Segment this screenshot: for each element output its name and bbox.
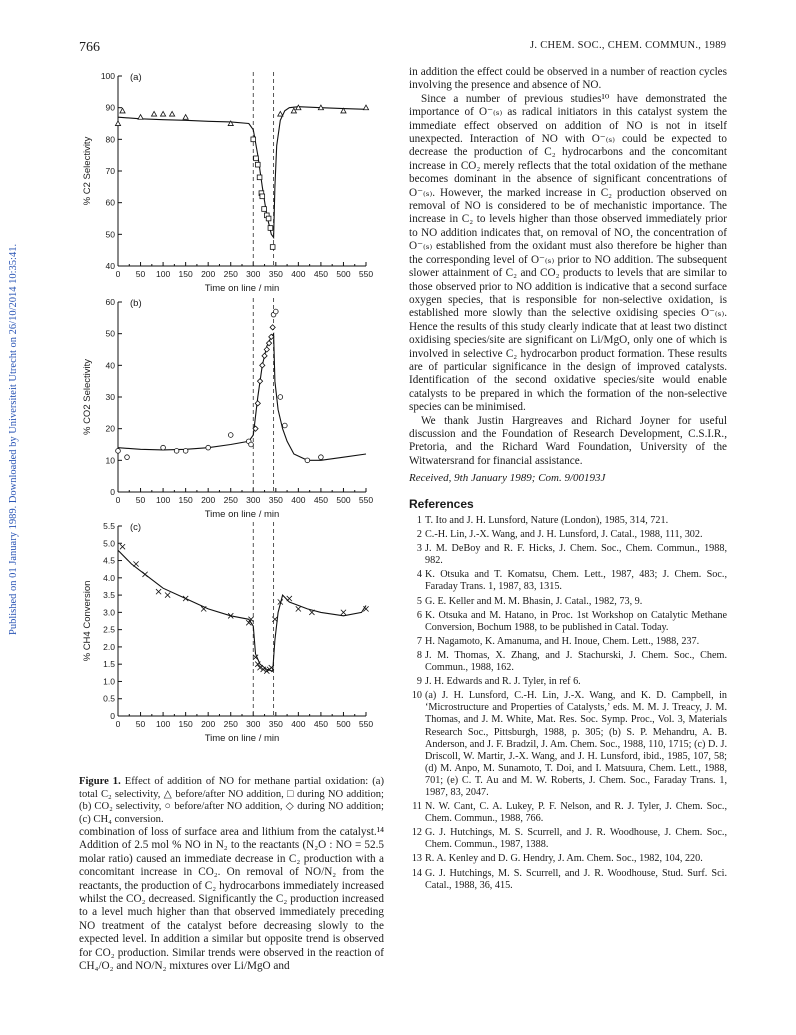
triangle-marker xyxy=(120,108,125,113)
cross-marker xyxy=(287,596,292,601)
x-tick-label: 150 xyxy=(178,719,193,729)
fit-curve xyxy=(118,334,366,461)
triangle-marker xyxy=(291,108,296,113)
x-tick-label: 400 xyxy=(291,495,306,505)
y-tick-label: 3.0 xyxy=(103,607,115,618)
reference-text: G. J. Hutchings, M. S. Scurrell, and J. R. Woodhouse, J. Chem. Soc., Chem. Commun., 1987, 1388. xyxy=(425,827,727,851)
reference-item xyxy=(409,515,727,527)
circle-marker xyxy=(228,433,233,438)
square-marker xyxy=(251,137,256,142)
triangle-marker xyxy=(170,111,175,116)
x-tick-label: 200 xyxy=(201,495,216,505)
body-paragraph: Since a number of previous studies¹⁰ have demonstrated the importance of O⁻₍ₛ₎ as radical initiators in this catalyst system the immediate effect observed on addition of NO is not in itself unexpected. Interaction of NO with O⁻₍ₛ₎ could be expected to decrease the production of C₂ hydrocarbons and the concomitant increase in CO₂ merely reflects that the total oxidation of the methane becomes dominant in the absence of significant concentrations of O⁻₍ₛ₎. However, the marked increase in C₂ production observed on removal of NO is considered to be of mechanistic importance. The increase in C₂ to levels higher than those observed immediately prior to NO addition indicates that, on removal of NO, the concentration of O⁻₍ₛ₎ established from the oxidant must also therefore be higher than the corresponding level of O⁻₍ₛ₎ prior to NO addition. The subsequent slower attainment of C₂ and CO₂ products to levels that are similar to those observed prior to NO addition is indicative that a second surface oxygen species, that is responsible for non-selective oxidation, is established more slowly than the selective oxidising species O⁻₍ₛ₎. Hence the results of this study clearly indicate that at least two distinct oxidising species/site are significant on Li/MgO, only one of which is involved in selective C₂ hydrocarbon product formation. These results are of particular significance in the design of improved catalysts. Identification of the second oxidative species/site would enable catalysts to be prepared in which the formation of the non-selective species can be minimised. xyxy=(409,92,727,414)
x-tick-label: 0 xyxy=(115,495,121,505)
diamond-marker xyxy=(264,347,269,352)
reference-number: 6 xyxy=(416,609,422,621)
reference-item xyxy=(409,827,727,851)
diamond-marker xyxy=(255,401,260,406)
references-list xyxy=(409,515,727,892)
reference-number: 3 xyxy=(416,543,422,555)
reference-item xyxy=(409,529,727,541)
reference-text: H. Nagamoto, K. Amanuma, and H. Inoue, Chem. Lett., 1988, 237. xyxy=(425,635,700,647)
square-marker xyxy=(270,245,275,250)
x-tick-label: 0 xyxy=(115,719,121,729)
y-tick-label: 4.0 xyxy=(103,572,115,583)
x-tick-label: 300 xyxy=(246,269,261,279)
x-tick-label: 350 xyxy=(268,495,283,505)
reference-text: J. M. DeBoy and R. F. Hicks, J. Chem. Soc., Chem. Commun., 1988, 982. xyxy=(425,543,727,567)
circle-marker xyxy=(305,458,310,463)
y-tick-label: 50 xyxy=(105,328,115,339)
cross-marker xyxy=(165,592,170,597)
y-tick-label: 40 xyxy=(105,261,115,271)
references-heading: References xyxy=(409,496,474,511)
fit-curve xyxy=(118,107,366,238)
circle-marker xyxy=(282,423,287,428)
y-tick-label: 60 xyxy=(105,297,115,307)
x-tick-label: 50 xyxy=(135,719,146,729)
x-tick-label: 300 xyxy=(246,495,261,505)
y-tick-label: 80 xyxy=(105,134,115,145)
y-tick-label: 10 xyxy=(105,455,115,466)
x-tick-label: 500 xyxy=(336,719,351,729)
x-tick-label: 150 xyxy=(178,269,193,279)
fit-curve xyxy=(118,550,366,671)
y-tick-label: 30 xyxy=(105,392,115,402)
reference-text: T. Ito and J. H. Lunsford, Nature (London), 1985, 314, 721. xyxy=(425,515,669,526)
x-tick-label: 300 xyxy=(246,719,261,729)
reference-item xyxy=(409,676,727,688)
figure-panel-c xyxy=(78,516,388,760)
reference-number: 14 xyxy=(411,867,422,879)
x-tick-label: 50 xyxy=(135,269,146,279)
x-tick-label: 550 xyxy=(358,495,374,505)
reference-number: 13 xyxy=(411,853,422,865)
body-paragraph: combination of loss of surface area and lithium from the catalyst.¹⁴ Addition of 2.5 mol % NO in N₂ to the reactants (N₂O : NO = 52.5 molar ratio) caused an immediate decrease in C₂ production with a concomitant increase in CO₂. On removal of NO/N₂ from the reactants, the production of C₂ hydrocarbons immediately increased whilst the CO₂ decreased. Significantly the C₂ production increased to a level much higher than that observed immediately preceding NO treatment of the catalyst before decreasing slowly to the expected level. In addition a similar but opposite trend is observed for CO₂ production. Similar trends were observed in the reaction of CH₄/O₂ and NO/N₂ mixtures over Li/MgO and xyxy=(79,826,384,973)
reference-text: C.-H. Lin, J.-X. Wang, and J. H. Lunsford, J. Catal., 1988, 111, 302. xyxy=(425,529,703,541)
cross-marker xyxy=(142,572,147,577)
x-tick-label: 350 xyxy=(268,719,283,729)
circle-marker xyxy=(206,445,211,450)
cross-marker xyxy=(341,610,346,615)
cross-marker xyxy=(120,544,125,549)
reference-number: 1 xyxy=(416,515,422,526)
reference-item xyxy=(409,690,727,799)
x-tick-label: 100 xyxy=(155,495,171,505)
reference-item xyxy=(409,868,727,892)
y-tick-label: 70 xyxy=(105,166,115,176)
square-marker xyxy=(266,216,271,221)
triangle-marker xyxy=(151,111,156,116)
x-tick-label: 450 xyxy=(313,495,329,505)
x-tick-label: 250 xyxy=(223,269,238,279)
square-marker xyxy=(257,175,262,180)
cross-marker xyxy=(296,606,301,611)
y-tick-label: 100 xyxy=(100,71,115,81)
circle-marker xyxy=(273,309,278,314)
square-marker xyxy=(254,156,259,161)
x-tick-label: 500 xyxy=(336,269,351,279)
reference-item xyxy=(409,543,727,567)
reference-text: K. Otsuka and T. Komatsu, Chem. Lett., 1987, 483; J. Chem. Soc., Faraday Trans. 1, 1987, 83, 1315. xyxy=(425,569,727,593)
x-tick-label: 250 xyxy=(223,495,238,505)
reference-item xyxy=(409,853,727,865)
square-marker xyxy=(255,162,260,167)
reference-item xyxy=(409,650,727,674)
y-tick-label: 4.5 xyxy=(103,555,115,566)
diamond-marker xyxy=(262,353,267,358)
download-watermark xyxy=(4,190,20,710)
triangle-marker xyxy=(278,111,283,116)
x-axis-label: Time on line / min xyxy=(204,733,280,744)
page-number: 766 xyxy=(79,40,100,55)
chart-b xyxy=(78,292,388,518)
triangle-marker xyxy=(138,115,143,120)
figure-caption xyxy=(79,776,384,826)
reference-number: 9 xyxy=(416,676,422,688)
y-tick-label: 3.5 xyxy=(103,590,115,601)
panel-label: (b) xyxy=(130,298,142,309)
reference-text: K. Otsuka and M. Hatano, in Proc. 1st Workshop on Catalytic Methane Conversion, Bochum 1988, to be published in Catal. Today. xyxy=(425,609,727,633)
right-column xyxy=(409,66,727,894)
y-tick-label: 2.5 xyxy=(103,624,115,635)
y-tick-label: 0.5 xyxy=(103,693,115,704)
left-column-text xyxy=(79,826,384,973)
circle-marker xyxy=(161,445,166,450)
x-tick-label: 200 xyxy=(201,269,216,279)
y-axis-label: % C2 Selectivity xyxy=(82,136,93,206)
x-tick-label: 550 xyxy=(358,269,374,279)
figure-caption-text: Effect of addition of NO for methane partial oxidation: (a) total C₂ selectivity, △ before/after NO addition, □ during NO addition; (b) CO₂ selectivity, ○ before/after NO addition, ◇ during NO addition; (c) CH₄ conversion. xyxy=(79,776,384,825)
y-tick-label: 20 xyxy=(105,423,115,434)
square-marker xyxy=(260,194,265,199)
y-tick-label: 1.0 xyxy=(103,676,115,687)
circle-marker xyxy=(183,448,188,453)
triangle-marker xyxy=(183,115,188,120)
figure-panel-b xyxy=(78,292,388,518)
x-axis-label: Time on line / min xyxy=(204,283,280,294)
x-tick-label: 100 xyxy=(155,719,171,729)
panel-label: (c) xyxy=(130,522,142,533)
x-tick-label: 250 xyxy=(223,719,238,729)
x-tick-label: 0 xyxy=(115,269,121,279)
x-tick-label: 50 xyxy=(135,495,146,505)
x-tick-label: 450 xyxy=(313,719,329,729)
reference-text: R. A. Kenley and D. G. Hendry, J. Am. Chem. Soc., 1982, 104, 220. xyxy=(425,853,703,865)
triangle-marker xyxy=(160,111,165,116)
diamond-marker xyxy=(260,363,265,368)
cross-marker xyxy=(183,596,188,601)
reference-number: 5 xyxy=(416,595,422,607)
y-tick-label: 90 xyxy=(105,102,115,113)
reference-text: J. H. Edwards and R. J. Tyler, in ref 6. xyxy=(425,676,581,688)
x-tick-label: 100 xyxy=(155,269,171,279)
y-tick-label: 0 xyxy=(110,487,115,497)
y-axis-label: % CO2 Selectivity xyxy=(82,358,93,436)
reference-item xyxy=(409,569,727,593)
circle-marker xyxy=(125,455,130,460)
cross-marker xyxy=(156,589,161,594)
y-tick-label: 5.0 xyxy=(103,538,115,549)
reference-item xyxy=(409,801,727,825)
triangle-marker xyxy=(363,105,368,110)
chart-c xyxy=(78,516,388,760)
chart-a xyxy=(78,66,388,294)
y-tick-label: 2.0 xyxy=(103,641,115,652)
y-axis-label: % CH4 Conversion xyxy=(82,580,93,662)
reference-item xyxy=(409,596,727,608)
y-tick-label: 50 xyxy=(105,229,115,240)
circle-marker xyxy=(174,448,179,453)
reference-number: 7 xyxy=(416,635,422,647)
y-tick-label: 1.5 xyxy=(103,659,115,670)
reference-text: J. M. Thomas, X. Zhang, and J. Stachurski, J. Chem. Soc., Chem. Commun., 1988, 162. xyxy=(425,649,727,674)
circle-marker xyxy=(278,395,283,400)
reference-item xyxy=(409,636,727,648)
diamond-marker xyxy=(270,325,275,330)
reference-text: N. W. Cant, C. A. Lukey, P. F. Nelson, and R. J. Tyler, J. Chem. Soc., Chem. Commun., 1988, 766. xyxy=(425,801,727,825)
x-tick-label: 550 xyxy=(358,719,374,729)
reference-text: G. E. Keller and M. M. Bhasin, J. Catal., 1982, 73, 9. xyxy=(425,595,643,607)
reference-number: 11 xyxy=(412,801,422,813)
running-head: J. CHEM. SOC., CHEM. COMMUN., 1989 xyxy=(530,40,727,51)
y-tick-label: 0 xyxy=(110,711,115,721)
y-tick-label: 40 xyxy=(105,360,115,371)
panel-label: (a) xyxy=(130,72,142,83)
cross-marker xyxy=(133,561,138,566)
x-tick-label: 200 xyxy=(201,719,216,729)
x-tick-label: 150 xyxy=(178,495,193,505)
reference-number: 12 xyxy=(411,827,422,839)
body-paragraph: in addition the effect could be observed in a number of reaction cycles involving the presence and absence of NO. xyxy=(409,66,727,92)
reference-text: (a) J. H. Lunsford, C.-H. Lin, J.-X. Wang, and K. D. Campbell, in ‘Microstructure and Properties of Catalysts,’ eds. M. M. J. Treacy, J. M. Thomas, and J. M. White, Mat. Res. Soc. Symp. Proc., Vol. 3, Materials Research Soc., Pittsburgh, 1988, p. 305; (b) S. P. Mehandru, A. B. Anderson, and J. F. Bradzil, J. Am. Chem. Soc., 1988, 110, 1715; (c) D. J. Driscoll, W. Martir, J.-X. Wang, and J. H. Lunsford, ibid., 1985, 107, 58; (d) M. Anpo, M. Sunamoto, T. Doi, and I. Matsuura, Chem. Lett., 1988, 701; (e) C. T. Au and M. W. Roberts, J. Chem. Soc., Faraday Trans. 1, 1987, 83, 2047. xyxy=(425,690,727,798)
x-tick-label: 350 xyxy=(268,269,283,279)
x-tick-label: 500 xyxy=(336,495,351,505)
acknowledgements: We thank Justin Hargreaves and Richard Joyner for useful discussion and the Foundation of Research Development, C.S.I.R., Pretoria, and the Richard Ward Foundation, University of the Witwatersrand for financial assistance. xyxy=(409,414,727,467)
y-tick-label: 5.5 xyxy=(103,521,115,531)
circle-marker xyxy=(319,455,324,460)
circle-marker xyxy=(116,448,121,453)
figure-panel-a xyxy=(78,66,388,294)
download-watermark-text: Published on 01 January 1989. Downloaded by Universiteit Utrecht on 26/10/2014 10:35:41. xyxy=(8,243,19,635)
x-axis-label: Time on line / min xyxy=(204,509,280,520)
reference-number: 8 xyxy=(416,649,422,661)
reference-number: 4 xyxy=(416,569,422,581)
reference-item xyxy=(409,610,727,634)
x-tick-label: 400 xyxy=(291,719,306,729)
received-date: Received, 9th January 1989; Com. 9/00193J xyxy=(409,472,606,485)
x-tick-label: 450 xyxy=(313,269,329,279)
square-marker xyxy=(268,226,273,231)
reference-number: 10 xyxy=(411,690,422,702)
cross-marker xyxy=(272,617,277,622)
reference-number: 2 xyxy=(416,529,422,541)
circle-marker xyxy=(249,442,254,447)
y-tick-label: 60 xyxy=(105,197,115,208)
diamond-marker xyxy=(257,379,262,384)
triangle-marker xyxy=(115,121,120,126)
square-marker xyxy=(262,207,267,212)
x-tick-label: 400 xyxy=(291,269,306,279)
figure-caption-label: Figure 1. xyxy=(79,776,121,787)
reference-text: G. J. Hutchings, M. S. Scurrell, and J. R. Woodhouse, Stud. Surf. Sci. Catal., 1988, 36, 415. xyxy=(425,867,727,891)
